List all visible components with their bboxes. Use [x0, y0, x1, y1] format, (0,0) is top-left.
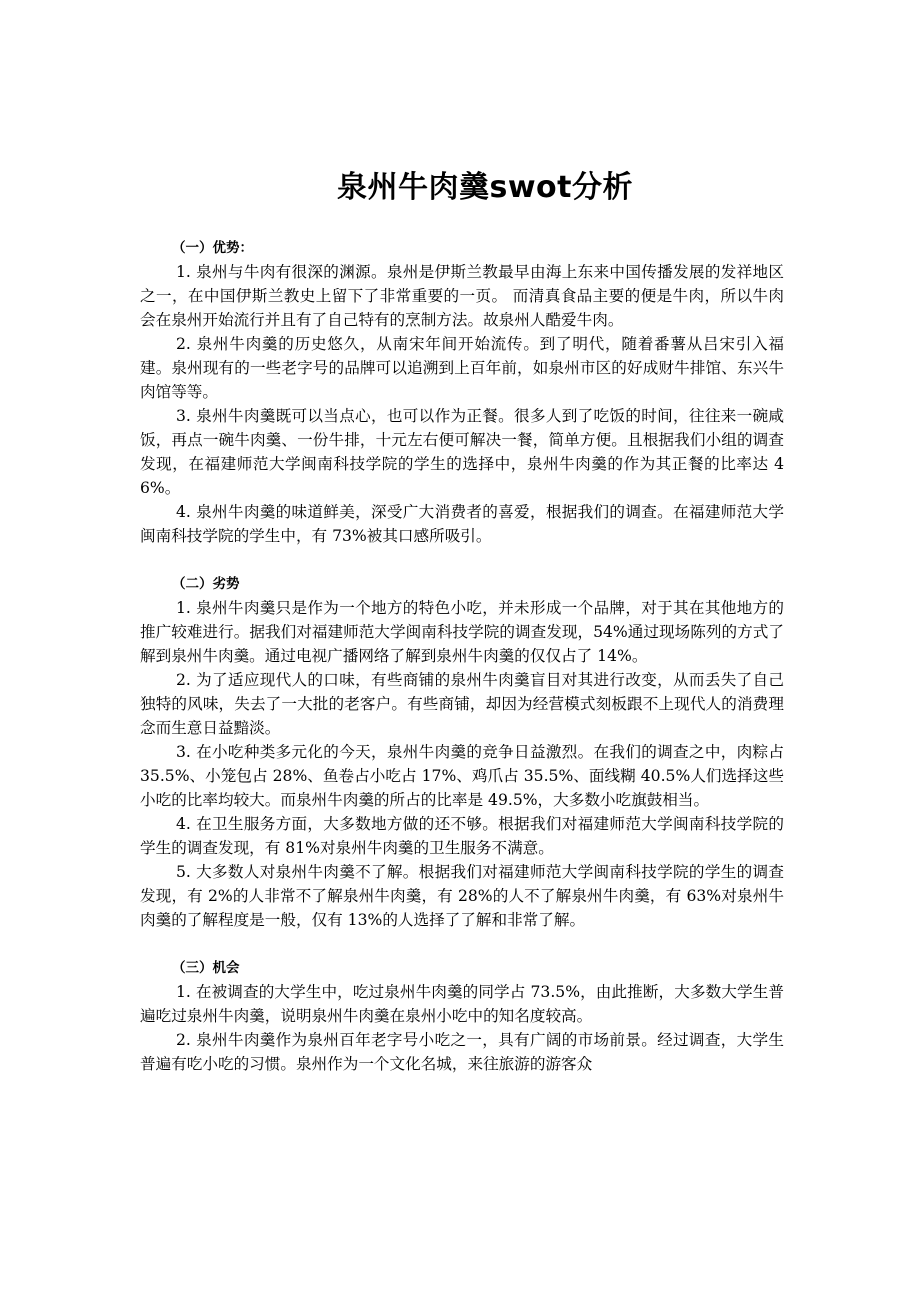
section-heading: （三）机会: [172, 960, 240, 976]
paragraph: 1. 泉州牛肉羹只是作为一个地方的特色小吃，并未形成一个品牌，对于其在其他地方的推广较难进行。据我们对福建师范大学闽南科技学院的调查发现，54%通过现场陈列的方式了解到泉州牛肉羹。通过电视广播网络了解到泉州牛肉羹的仅仅占了 14%。: [140, 599, 784, 665]
paragraph: 5. 大多数人对泉州牛肉羹不了解。根据我们对福建师范大学闽南科技学院的学生的调查发现，有 2%的人非常不了解泉州牛肉羹，有 28%的人不了解泉州牛肉羹，有 63%对泉州牛肉羹的了解程度是一般，仅有 13%的人选择了了解和非常了解。: [140, 863, 784, 929]
paragraph: 3. 在小吃种类多元化的今天，泉州牛肉羹的竞争日益激烈。在我们的调查之中，肉粽占 35.5%、小笼包占 28%、鱼卷占小吃占 17%、鸡爪占 35.5%、面线糊 40.5%人们选择这些小吃的比率均较大。而泉州牛肉羹的所占的比率是 49.5%，大多数小吃旗鼓相当。: [140, 743, 784, 809]
paragraph: 2. 泉州牛肉羹的历史悠久，从南宋年间开始流传。到了明代，随着番薯从吕宋引入福建。泉州现有的一些老字号的品牌可以追溯到上百年前，如泉州市区的好成财牛排馆、东兴牛肉馆等等。: [140, 335, 784, 401]
section-heading: （一）优势：: [172, 240, 253, 256]
paragraph: 3. 泉州牛肉羹既可以当点心，也可以作为正餐。很多人到了吃饭的时间，往往来一碗咸饭，再点一碗牛肉羹、一份牛排，十元左右便可解决一餐，简单方便。且根据我们小组的调查发现，在福建师范大学闽南科技学院的学生的选择中，泉州牛肉羹的作为其正餐的比率达 46%。: [140, 407, 784, 497]
section-heading: （二）劣势: [172, 576, 240, 592]
paragraph: 4. 在卫生服务方面，大多数地方做的还不够。根据我们对福建师范大学闽南科技学院的学生的调查发现，有 81%对泉州牛肉羹的卫生服务不满意。: [140, 815, 784, 857]
paragraph: 2. 为了适应现代人的口味，有些商铺的泉州牛肉羹盲目对其进行改变，从而丢失了自己独特的风味，失去了一大批的老客户。有些商铺，却因为经营模式刻板跟不上现代人的消费理念而生意日益黯淡。: [140, 671, 784, 737]
paragraph: 4. 泉州牛肉羹的味道鲜美，深受广大消费者的喜爱，根据我们的调查。在福建师范大学闽南科技学院的学生中，有 73%被其口感所吸引。: [140, 503, 784, 545]
document-page: [140, 160, 784, 1076]
paragraph: 2. 泉州牛肉羹作为泉州百年老字号小吃之一，具有广阔的市场前景。经过调查，大学生普遍有吃小吃的习惯。泉州作为一个文化名城，来往旅游的游客众: [140, 1031, 784, 1073]
section-strengths: [140, 236, 784, 548]
section-opportunities: [140, 956, 784, 1076]
document-title: 泉州牛肉羹swot分析: [336, 170, 634, 205]
paragraph: 1. 泉州与牛肉有很深的渊源。泉州是伊斯兰教最早由海上东来中国传播发展的发祥地区之一，在中国伊斯兰教史上留下了非常重要的一页。 而清真食品主要的便是牛肉，所以牛肉会在泉州开始流行并且有了自己特有的烹制方法。故泉州人酷爱牛肉。: [140, 263, 784, 329]
paragraph: 1. 在被调查的大学生中，吃过泉州牛肉羹的同学占 73.5%，由此推断，大多数大学生普遍吃过泉州牛肉羹，说明泉州牛肉羹在泉州小吃中的知名度较高。: [140, 983, 784, 1025]
section-weaknesses: [140, 572, 784, 932]
